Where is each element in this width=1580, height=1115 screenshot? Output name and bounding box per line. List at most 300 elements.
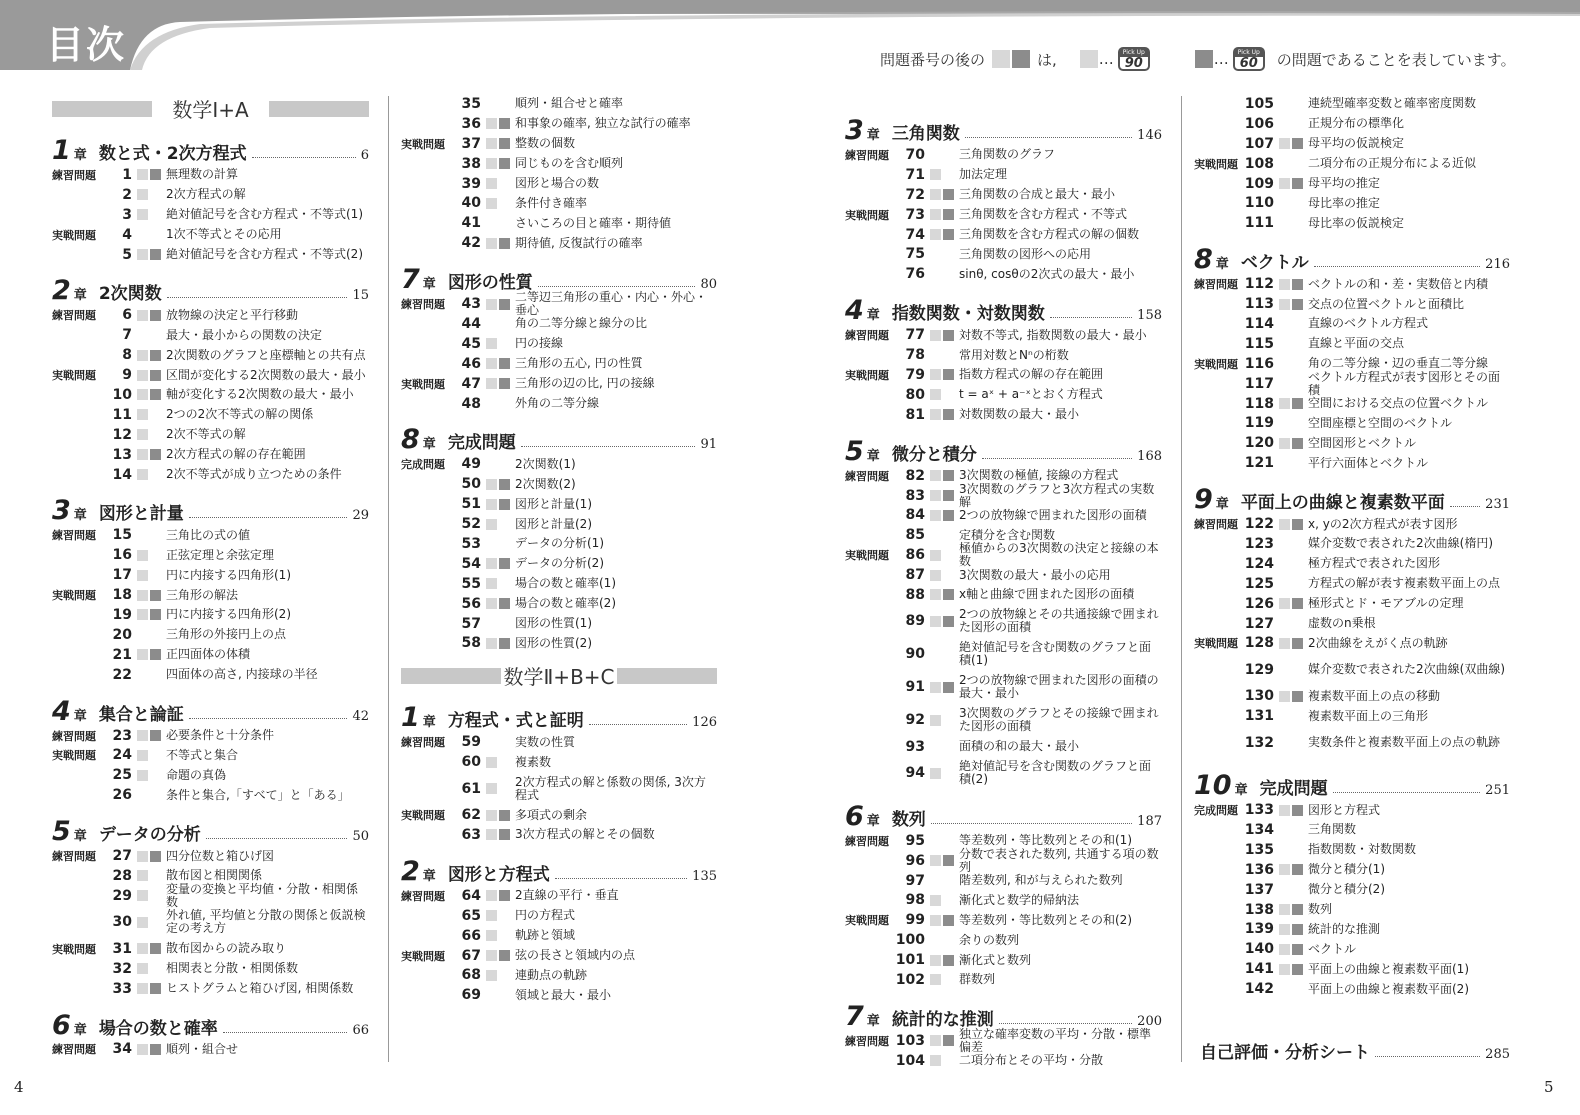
pickup-90-marker-icon xyxy=(1279,138,1290,149)
problem-description: 2次不等式の解 xyxy=(166,427,246,442)
dot-leader xyxy=(206,838,348,839)
problem-description: 正弦定理と余弦定理 xyxy=(166,547,275,562)
pickup-90-marker-icon xyxy=(486,810,497,821)
pickup-90-marker-icon xyxy=(137,249,148,260)
chapter-suffix: 章 xyxy=(422,277,436,293)
pickup-60-marker-icon xyxy=(1292,438,1303,449)
chapter-page-number: 285 xyxy=(1485,1047,1510,1063)
problem-row xyxy=(52,939,369,959)
pickup-90-marker-icon xyxy=(1279,438,1290,449)
problem-number: 8 xyxy=(122,347,132,364)
problem-number: 141 xyxy=(1244,961,1274,978)
problem-number: 50 xyxy=(461,476,481,493)
problem-description: 複素数 xyxy=(515,754,552,769)
chapter-title: 三角関数 xyxy=(891,124,960,144)
problem-row xyxy=(52,385,369,405)
pickup-90-marker-icon xyxy=(137,189,148,200)
chapter-suffix: 章 xyxy=(73,1022,87,1038)
problem-number: 137 xyxy=(1244,881,1274,898)
problem-number: 73 xyxy=(905,206,925,223)
problem-description: 極方程式で表された図形 xyxy=(1308,556,1441,571)
problem-description: 2次関数(2) xyxy=(515,476,576,491)
problem-description: 対数関数の最大・最小 xyxy=(959,407,1080,422)
chapter-suffix: 章 xyxy=(866,813,880,829)
pickup-90-marker-icon xyxy=(930,510,941,521)
problem-number: 131 xyxy=(1244,708,1274,725)
problem-row xyxy=(845,704,1162,737)
chapter-title: 図形と計量 xyxy=(98,504,184,525)
problem-row xyxy=(401,752,717,772)
problem-number: 9 xyxy=(122,367,132,384)
pickup-60-marker-icon xyxy=(499,358,510,369)
problem-description: 対数不等式, 指数関数の最大・最小 xyxy=(959,327,1147,342)
pickup-90-marker-icon xyxy=(486,118,497,129)
problem-number: 132 xyxy=(1244,734,1274,751)
problem-category: 実戦問題 xyxy=(845,208,889,222)
problem-row xyxy=(845,910,1162,930)
pickup-60-marker-icon xyxy=(150,389,161,400)
problem-row xyxy=(401,906,717,926)
problem-row xyxy=(52,881,369,909)
problem-number: 111 xyxy=(1244,215,1274,232)
problem-row xyxy=(52,365,369,385)
problem-description: 微分と積分(2) xyxy=(1308,882,1385,897)
problem-number: 40 xyxy=(461,195,481,212)
dot-leader xyxy=(1333,792,1481,793)
chapter-page-number: 126 xyxy=(692,715,717,731)
problem-row xyxy=(845,244,1162,264)
problem-category: 練習問題 xyxy=(52,850,96,864)
problem-number: 52 xyxy=(461,516,481,533)
problem-description: 微分と積分(1) xyxy=(1308,862,1385,877)
problem-description: 3次関数のグラフと3次方程式の実数解 xyxy=(959,481,1155,509)
problem-category: 練習問題 xyxy=(845,834,889,848)
chapter-suffix: 章 xyxy=(866,448,880,464)
problem-description: 四分位数と箱ひげ図 xyxy=(166,848,275,863)
pickup-90-marker-icon xyxy=(137,983,148,994)
problem-number: 82 xyxy=(905,467,925,484)
problem-description: 変量の変換と平均値・分散・相関係数 xyxy=(166,881,359,909)
chapter-title: 数列 xyxy=(891,809,926,830)
pickup-60-marker-icon xyxy=(150,983,161,994)
problem-category: 練習問題 xyxy=(52,729,96,743)
problem-row xyxy=(401,514,717,534)
chapter-suffix: 章 xyxy=(422,437,436,453)
chapter-heading xyxy=(52,494,369,525)
pickup-90-marker-icon xyxy=(930,682,941,693)
problem-number: 31 xyxy=(112,940,132,957)
dot-leader xyxy=(589,724,687,725)
problem-description: 直線のベクトル方程式 xyxy=(1308,316,1429,331)
pickup-60-marker-icon xyxy=(150,730,161,741)
problem-row xyxy=(845,930,1162,950)
toc-column-3 xyxy=(845,104,1162,1071)
pickup-90-marker-icon xyxy=(486,890,497,901)
problem-number: 27 xyxy=(112,848,132,865)
problem-number: 45 xyxy=(461,335,481,352)
problem-number: 64 xyxy=(461,887,481,904)
problem-row xyxy=(1194,939,1510,959)
problem-row xyxy=(1194,880,1510,900)
problem-description: 2次関数のグラフと座標軸との共有点 xyxy=(166,347,366,362)
pickup-60-marker-icon xyxy=(943,955,954,966)
pickup-60-marker-icon xyxy=(1292,691,1303,702)
pickup-60-marker-icon xyxy=(150,350,161,361)
pickup-90-marker-icon xyxy=(486,158,497,169)
pickup-90-marker-icon xyxy=(137,350,148,361)
problem-number: 72 xyxy=(905,186,925,203)
dot-leader xyxy=(521,446,696,447)
problem-row xyxy=(52,765,369,785)
problem-description: 平行六面体とベクトル xyxy=(1308,455,1429,470)
legend-text-2: は, xyxy=(1037,50,1057,69)
problem-number: 24 xyxy=(112,747,132,764)
pickup-90-marker-icon xyxy=(1279,598,1290,609)
problem-description: 軌跡と領域 xyxy=(515,928,576,943)
problem-number: 6 xyxy=(122,307,132,324)
problem-description: 図形と計量(2) xyxy=(515,516,592,531)
pickup-60-marker-icon xyxy=(1292,864,1303,875)
problem-row xyxy=(401,314,717,334)
problem-category: 練習問題 xyxy=(1194,518,1238,532)
problem-number: 105 xyxy=(1244,95,1274,112)
pickup-60-marker-icon xyxy=(150,370,161,381)
chapter-heading xyxy=(845,114,1162,145)
pickup-60-marker-icon xyxy=(943,682,954,693)
problem-category: 実戦問題 xyxy=(1194,637,1238,651)
problem-row xyxy=(1194,726,1510,759)
problem-number: 23 xyxy=(112,727,132,744)
chapter-heading xyxy=(401,855,717,886)
problem-number: 128 xyxy=(1244,635,1274,652)
problem-row xyxy=(52,525,369,545)
pickup-60-marker-icon xyxy=(499,558,510,569)
problem-description: 2次方程式の解 xyxy=(166,187,246,202)
legend-ellipsis-1: … xyxy=(1098,50,1114,68)
problem-row xyxy=(1194,134,1510,154)
problem-description: 三角形の外接円上の点 xyxy=(166,627,287,642)
pickup-60-marker-icon xyxy=(1292,178,1303,189)
problem-number: 74 xyxy=(905,226,925,243)
pickup-90-marker-icon xyxy=(930,974,941,985)
pickup-60-marker-icon xyxy=(499,479,510,490)
problem-description: 正規分布の標準化 xyxy=(1308,116,1405,131)
pickup-90-marker-icon xyxy=(1279,279,1290,290)
chapter-heading xyxy=(1194,483,1510,514)
problem-row xyxy=(52,785,369,805)
problem-description: 方程式の解が表す複素数平面上の点 xyxy=(1308,576,1501,591)
chapter-suffix: 章 xyxy=(1215,497,1229,513)
pickup-90-marker-icon xyxy=(930,369,941,380)
problem-number: 83 xyxy=(905,487,925,504)
pickup-90-marker-icon xyxy=(930,895,941,906)
problem-description: 直線と平面の交点 xyxy=(1308,336,1405,351)
chapter-heading xyxy=(1194,769,1510,800)
problem-number: 98 xyxy=(905,892,925,909)
problem-row xyxy=(845,605,1162,638)
problem-number: 67 xyxy=(461,947,481,964)
problem-description: 場合の数と確率(2) xyxy=(515,596,616,611)
toc-column-4 xyxy=(1194,94,1510,1064)
chapter-suffix: 章 xyxy=(73,829,87,845)
problem-category: 実戦問題 xyxy=(845,368,889,382)
pickup-90-marker-icon xyxy=(486,378,497,389)
chapter-suffix: 章 xyxy=(422,868,436,884)
column-divider xyxy=(388,96,389,1062)
dot-leader xyxy=(931,823,1132,824)
chapter-page-number: 200 xyxy=(1137,1013,1162,1029)
problem-number: 29 xyxy=(112,887,132,904)
pickup-90-marker-icon xyxy=(137,449,148,460)
problem-number: 127 xyxy=(1244,615,1274,632)
problem-description: 複素数平面上の三角形 xyxy=(1308,708,1429,723)
problem-description: 整数の個数 xyxy=(515,136,576,151)
pickup-60-marker-icon xyxy=(943,369,954,380)
problem-number: 1 xyxy=(122,166,132,183)
pickup-90-marker-icon xyxy=(137,917,148,928)
problem-description: 三角関数の図形への応用 xyxy=(959,246,1092,261)
problem-description: 絶対値記号を含む関数のグラフと面積(1) xyxy=(959,640,1152,668)
dark-marker-icon xyxy=(1012,50,1030,68)
problem-description: 同じものを含む順列 xyxy=(515,156,624,171)
problem-row xyxy=(1194,94,1510,114)
problem-category: 完成問題 xyxy=(1194,804,1238,818)
pickup-90-marker-icon xyxy=(137,770,148,781)
pickup-90-marker-icon xyxy=(930,389,941,400)
problem-description: 階差数列, 和が与えられた数列 xyxy=(959,873,1123,888)
pickup-60-marker-icon xyxy=(1292,519,1303,530)
problem-number: 101 xyxy=(895,952,925,969)
problem-description: 角の二等分線と線分の比 xyxy=(515,316,648,331)
problem-number: 75 xyxy=(905,246,925,263)
dot-leader xyxy=(965,137,1132,138)
problem-row xyxy=(1194,594,1510,614)
pickup-60-marker-icon xyxy=(499,810,510,821)
problem-description: 3次関数のグラフとその接線で囲まれた図形の面積 xyxy=(959,706,1159,734)
problem-description: 図形と場合の数 xyxy=(515,176,600,190)
problem-category: 実戦問題 xyxy=(52,749,96,763)
problem-row xyxy=(401,985,717,1005)
problem-row xyxy=(52,726,369,746)
problem-category: 実戦問題 xyxy=(52,589,96,603)
problem-row xyxy=(401,474,717,494)
problem-number: 60 xyxy=(461,754,481,771)
pickup-90-marker-icon xyxy=(486,638,497,649)
problem-description: 三角関数の合成と最大・最小 xyxy=(959,187,1116,202)
problem-row xyxy=(401,633,717,653)
problem-description: 円の方程式 xyxy=(515,908,576,923)
problem-number: 3 xyxy=(122,206,132,223)
problem-description: 3次方程式の解とその個数 xyxy=(515,827,655,842)
pickup-90-marker-icon xyxy=(486,479,497,490)
chapter-number: 7 xyxy=(401,264,420,296)
chapter-title: データの分析 xyxy=(98,825,201,846)
problem-description: 独立な確率変数の平均・分散・標準偏差 xyxy=(959,1026,1152,1054)
problem-description: 三角関数 xyxy=(1308,822,1357,837)
pickup-60-marker-icon xyxy=(943,915,954,926)
problem-row xyxy=(845,505,1162,525)
chapter-heading xyxy=(401,701,717,732)
pickup-90-marker-icon xyxy=(1279,398,1290,409)
chapter-page-number: 187 xyxy=(1137,813,1162,829)
pickup-90-marker-icon xyxy=(137,750,148,761)
problem-number: 102 xyxy=(895,971,925,988)
dot-leader xyxy=(189,517,348,518)
chapter-heading xyxy=(1194,243,1510,274)
problem-number: 87 xyxy=(905,567,925,584)
problem-description: 四面体の高さ, 内接球の半径 xyxy=(166,667,318,682)
problem-number: 106 xyxy=(1244,115,1274,132)
pickup-90-marker-icon xyxy=(1279,691,1290,702)
pickup-60-marker-icon xyxy=(499,299,510,310)
problem-number: 108 xyxy=(1244,155,1274,172)
problem-row xyxy=(845,365,1162,385)
problem-number: 126 xyxy=(1244,595,1274,612)
chapter-page-number: 168 xyxy=(1137,448,1162,464)
problem-number: 76 xyxy=(905,266,925,283)
problem-row xyxy=(52,205,369,225)
problem-row xyxy=(401,946,717,966)
problem-number: 66 xyxy=(461,927,481,944)
problem-description: 外角の二等分線 xyxy=(515,396,600,411)
light-marker-icon xyxy=(1080,50,1098,68)
pickup-90-marker-icon xyxy=(486,558,497,569)
chapter-number: 2 xyxy=(401,855,420,887)
problem-row xyxy=(52,565,369,585)
problem-number: 99 xyxy=(905,912,925,929)
problem-description: 放物線の決定と平行移動 xyxy=(166,307,299,322)
problem-row xyxy=(52,465,369,485)
pickup-90-marker-icon xyxy=(486,358,497,369)
chapter-title: 微分と積分 xyxy=(891,444,977,465)
pickup-90-marker-icon xyxy=(1279,299,1290,310)
chapter-title: 完成問題 xyxy=(447,433,516,454)
problem-number: 55 xyxy=(461,575,481,592)
pickup-90-marker-icon xyxy=(137,590,148,601)
problem-number: 59 xyxy=(461,734,481,751)
pickup-90-marker-icon xyxy=(137,370,148,381)
pickup-60-marker-icon xyxy=(499,138,510,149)
problem-row xyxy=(401,554,717,574)
problem-description: 二項分布とその平均・分散 xyxy=(959,1053,1104,1068)
problem-number: 11 xyxy=(112,406,132,423)
pickup-90-badge-icon xyxy=(1118,47,1150,71)
pickup-60-marker-icon xyxy=(150,649,161,660)
pickup-60-marker-icon xyxy=(150,169,161,180)
problem-description: 2つの放物線で囲まれた図形の面積の最大・最小 xyxy=(959,673,1159,701)
problem-description: 三角形の辺の比, 円の接線 xyxy=(515,376,655,391)
problem-description: 媒介変数で表された2次曲線(楕円) xyxy=(1308,536,1493,551)
problem-number: 80 xyxy=(905,386,925,403)
problem-description: 2次関数(1) xyxy=(515,456,576,471)
problem-number: 124 xyxy=(1244,555,1274,572)
problem-category: 実戦問題 xyxy=(845,914,889,928)
problem-description: 平面上の曲線と複素数平面(1) xyxy=(1308,961,1469,976)
pickup-90-marker-icon xyxy=(137,169,148,180)
chapter-number: 3 xyxy=(52,495,71,527)
pickup-60-marker-icon xyxy=(943,470,954,481)
problem-description: 母比率の推定 xyxy=(1308,195,1381,210)
problem-row xyxy=(845,385,1162,405)
toc-column-1 xyxy=(52,94,369,1059)
pickup-60-marker-icon xyxy=(150,609,161,620)
pickup-90-marker-icon xyxy=(930,209,941,220)
problem-description: 余りの数列 xyxy=(959,932,1020,947)
chapter-page-number: 15 xyxy=(352,288,369,304)
problem-number: 79 xyxy=(905,366,925,383)
problem-number: 54 xyxy=(461,555,481,572)
pickup-90-marker-icon xyxy=(486,138,497,149)
pickup-60-marker-icon xyxy=(943,855,954,866)
chapter-suffix: 章 xyxy=(73,288,87,304)
problem-row xyxy=(52,225,369,245)
problem-category: 練習問題 xyxy=(52,309,96,323)
chapter-suffix: 章 xyxy=(866,128,880,143)
problem-description: 3次関数の最大・最小の応用 xyxy=(959,567,1111,582)
pickup-90-marker-icon xyxy=(137,429,148,440)
pickup-60-marker-icon xyxy=(150,310,161,321)
problem-description: 漸化式と数学的帰納法 xyxy=(959,892,1080,907)
problem-description: 区間が変化する2次関数の最大・最小 xyxy=(166,367,366,382)
problem-description: 二等辺三角形の重心・内心・外心・垂心 xyxy=(515,290,708,318)
problem-number: 133 xyxy=(1244,802,1274,819)
problem-row xyxy=(1194,514,1510,534)
pickup-90-marker-icon xyxy=(486,578,497,589)
chapter-title: 完成問題 xyxy=(1259,779,1328,800)
pickup-90-marker-icon xyxy=(137,851,148,862)
pickup-90-marker-icon xyxy=(930,409,941,420)
chapter-number: 8 xyxy=(1194,244,1213,276)
problem-category: 練習問題 xyxy=(52,1043,96,1057)
problem-row xyxy=(1194,453,1510,473)
dot-leader xyxy=(999,1023,1132,1024)
chapter-heading xyxy=(52,695,369,726)
problem-category: 練習問題 xyxy=(845,148,889,162)
problem-description: 実数条件と複素数平面上の点の軌跡 xyxy=(1308,735,1501,750)
problem-category: 実戦問題 xyxy=(1194,357,1238,371)
chapter-page-number: 66 xyxy=(352,1022,369,1038)
problem-description: 不等式と集合 xyxy=(166,747,239,762)
problem-number: 92 xyxy=(905,712,925,729)
chapter-number: 6 xyxy=(845,800,864,832)
chapter-number: 8 xyxy=(401,424,420,456)
pickup-90-marker-icon xyxy=(1279,638,1290,649)
pickup-60-marker-icon xyxy=(150,851,161,862)
problem-number: 47 xyxy=(461,375,481,392)
dot-leader xyxy=(555,878,687,879)
problem-number: 71 xyxy=(905,166,925,183)
problem-row xyxy=(401,134,717,154)
problem-category: 実戦問題 xyxy=(401,809,445,823)
legend-text-3: の問題であることを表しています。 xyxy=(1276,50,1516,69)
problem-number: 135 xyxy=(1244,841,1274,858)
chapter-number: 4 xyxy=(845,295,864,327)
problem-row xyxy=(52,1040,369,1060)
problem-row xyxy=(845,145,1162,165)
problem-description: 実数の性質 xyxy=(515,734,576,749)
problem-number: 134 xyxy=(1244,821,1274,838)
problem-description: 和事象の確率, 独立な試行の確率 xyxy=(515,116,691,131)
problem-category: 実戦問題 xyxy=(52,942,96,956)
pickup-90-marker-icon xyxy=(486,299,497,310)
problem-row xyxy=(1194,394,1510,414)
legend xyxy=(880,46,1516,72)
problem-number: 12 xyxy=(112,426,132,443)
pickup-60-marker-icon xyxy=(1292,398,1303,409)
chapter-page-number: 135 xyxy=(692,868,717,884)
problem-row xyxy=(1194,686,1510,706)
chapter-number: 10 xyxy=(1194,770,1232,802)
